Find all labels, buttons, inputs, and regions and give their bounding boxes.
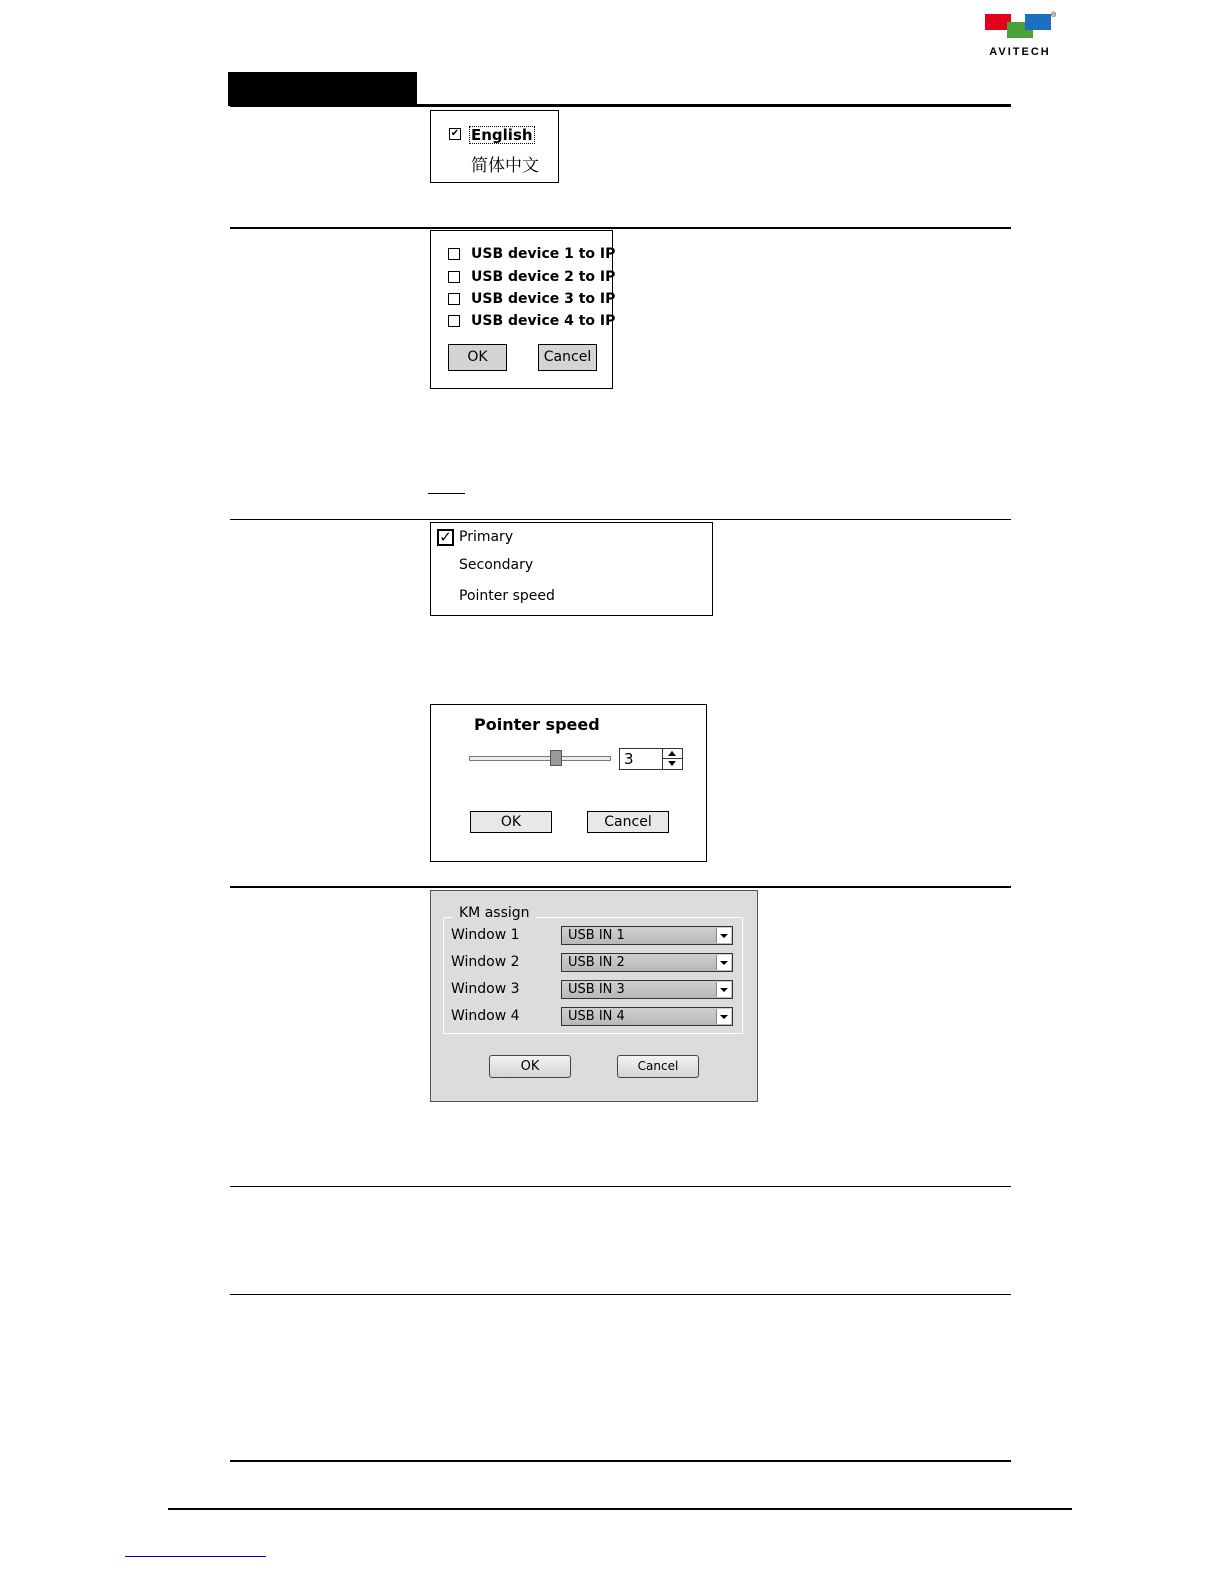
pointer-speed-item[interactable]: Pointer speed [459, 588, 555, 604]
table-rule [230, 886, 1011, 888]
km-window-2-select[interactable] [561, 953, 733, 972]
usb-ok-button[interactable]: OK [448, 344, 507, 371]
chevron-down-icon[interactable] [716, 982, 731, 997]
table-header-tab [228, 72, 417, 106]
km-window-4-select[interactable] [561, 1007, 733, 1026]
pointer-speed-slider-track[interactable] [469, 756, 611, 761]
language-chinese-item[interactable]: 简体中文 [471, 156, 539, 176]
logo-registered-mark: ® [1051, 12, 1057, 19]
usb-device-4-checkbox[interactable] [448, 315, 460, 327]
pointer-speed-value: 3 [624, 750, 634, 768]
km-window-4-label: Window 4 [451, 1008, 520, 1024]
km-window-1-label: Window 1 [451, 927, 520, 943]
pointer-speed-slider-thumb[interactable] [550, 750, 562, 766]
km-window-1-value: USB IN 1 [568, 928, 625, 943]
table-rule-top [230, 104, 1011, 107]
km-window-2-value: USB IN 2 [568, 955, 625, 970]
footer-rule [168, 1508, 1072, 1510]
pointer-speed-spinbox[interactable] [619, 748, 683, 770]
chevron-down-icon[interactable] [716, 1009, 731, 1024]
km-cancel-button[interactable]: Cancel [617, 1055, 699, 1078]
usb-device-1-label: USB device 1 to IP [471, 246, 616, 262]
table-rule [230, 227, 1011, 229]
usb-device-4-label: USB device 4 to IP [471, 313, 616, 329]
logo-blue-block [1025, 14, 1051, 30]
usb-device-3-checkbox[interactable] [448, 293, 460, 305]
km-window-4-value: USB IN 4 [568, 1009, 625, 1024]
pointer-cancel-button[interactable]: Cancel [587, 811, 669, 833]
km-window-3-select[interactable] [561, 980, 733, 999]
km-assign-dialog [430, 890, 758, 1102]
short-underline [428, 493, 465, 494]
usb-device-2-checkbox[interactable] [448, 271, 460, 283]
usb-device-2-label: USB device 2 to IP [471, 269, 616, 285]
table-rule [230, 1294, 1011, 1295]
avitech-logo [985, 10, 1065, 60]
chevron-down-icon[interactable] [716, 928, 731, 943]
chevron-down-icon[interactable] [716, 955, 731, 970]
logo-text: AVITECH [989, 46, 1051, 58]
spin-down-icon[interactable] [668, 761, 676, 766]
table-rule [230, 1186, 1011, 1187]
spin-up-icon[interactable] [668, 751, 676, 756]
table-rule [230, 519, 1011, 520]
footer-link-underline[interactable] [125, 1556, 266, 1557]
km-assign-title: KM assign [453, 905, 536, 921]
language-english-checkbox[interactable]: ✔ [450, 128, 460, 139]
pointer-ok-button[interactable]: OK [470, 811, 552, 833]
spin-divider [663, 758, 682, 759]
km-window-3-value: USB IN 3 [568, 982, 625, 997]
usb-device-1-checkbox[interactable] [448, 248, 460, 260]
km-ok-button[interactable]: OK [489, 1055, 571, 1078]
usb-cancel-button[interactable]: Cancel [538, 344, 597, 371]
usb-device-3-label: USB device 3 to IP [471, 291, 616, 307]
primary-item[interactable]: Primary [459, 529, 514, 545]
spin-buttons [662, 749, 682, 769]
km-window-1-select[interactable] [561, 926, 733, 945]
pointer-speed-title: Pointer speed [474, 715, 600, 734]
secondary-item[interactable]: Secondary [459, 557, 534, 573]
table-rule-bottom [230, 1460, 1011, 1462]
language-english-item[interactable]: English [471, 126, 533, 144]
km-window-3-label: Window 3 [451, 981, 520, 997]
primary-checkbox[interactable]: ✓ [437, 529, 454, 546]
km-window-2-label: Window 2 [451, 954, 520, 970]
